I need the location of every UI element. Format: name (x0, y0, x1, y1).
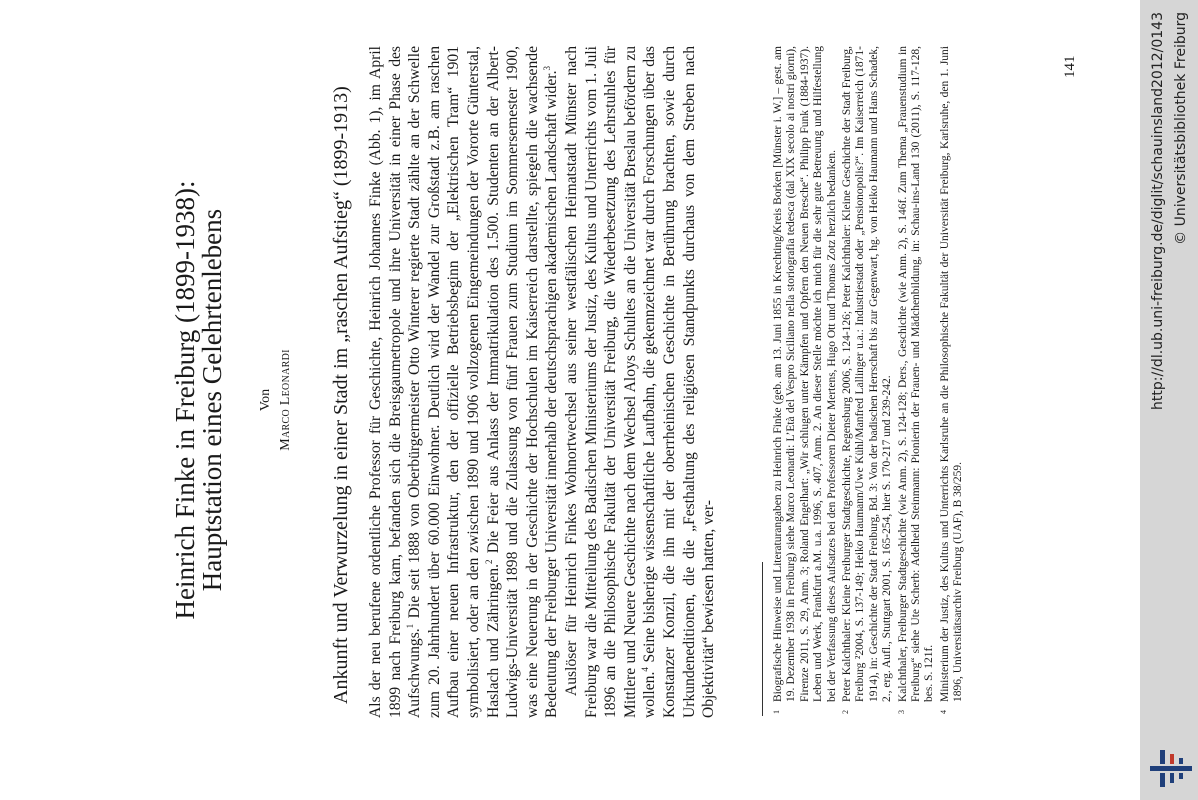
article-title (172, 0, 226, 800)
footnote-text: Peter Kalchthaler: Kleine Freiburger Stadtgeschichte, Regensburg 2006, S. 124-126; Peter Kalchthaler: Kleine Geschichte der Stadt Freiburg, Freiburg ²2004, S. 137-149; Heiko Haumann/Uwe Kühl/Manfred Lallinger u.a.: Industriestadt oder „Pensionopolis?“. Im Kaiserreich (1871-1914), in: Geschichte der Stadt Freiburg, Bd. 3: Von der badischen Herrschaft bis zur Gegenwart, hg. von Heiko Haumann und Hans Schadek, 2., erg. Aufl., Stuttgart 2001, S. 165-254, hier S. 170-217 und 239-242. (841, 46, 894, 702)
footnote-ref-4: 4 (640, 667, 651, 672)
ub-freiburg-logo (1148, 744, 1194, 792)
footnote-rule (762, 562, 763, 716)
footnote-number: 1 (772, 710, 781, 714)
footnotes (772, 46, 968, 716)
author-von: Von (258, 388, 273, 412)
footnote-ref-1: 1 (405, 623, 415, 629)
paragraph-1 (366, 46, 562, 718)
footnote-ref-3: 3 (542, 66, 553, 71)
footnote (772, 46, 839, 716)
strip-text (1140, 0, 1198, 800)
copyright-notice: © Universitätsbibliothek Freiburg (1173, 12, 1189, 245)
paragraph-2-part-b: Seine bisherige wissenschaftliche Laufbahn, die gekennzeichnet war durch Forschungen über das Konstanzer Konzil, die ihn mit der oberrheinischen Geschichte in Berührung brachten, sowie durch Urkundeneditionen, die die „Festhaltung des religiösen Standpunkts durchaus von dem Streben nach Objektivität“ bewiesen hatten, ver- (641, 46, 718, 718)
paragraph-1-part-c: Die Feier aus Anlass der Immatrikulation des 1.500. Studenten an der Albert-Ludwigs-Universität 1898 und die Zulassung von fünf Frauen zum Studium im Sommersemester 1900, was eine Neuerung in der Geschichte der Hochschulen im Kaiserreich darstellte, spiegeln die wachsende Bedeutung der Freiburger Universität innerhalb der deutschsprachigen akademischen Landschaft wider. (484, 46, 561, 718)
footnote-text: Ministerium der Justiz, des Kultus und Unterrichts Karlsruhe an die Philosophische Fakultät der Universität Freiburg, Karlsruhe, den 1. Juni 1896, Universitätsarchiv Freiburg (UAF), B 38/259. (938, 46, 965, 702)
footnote (939, 46, 966, 716)
source-url-link[interactable]: http://dl.ub.uni-freiburg.de/diglit/schauinsland2012/0143 (1150, 12, 1166, 410)
footnote-text: Kalchthaler, Freiburger Stadtgeschichte (wie Anm. 2), S. 124-128; Ders., Geschichte (wie Anm. 2), S. 146f. Zum Thema „Frauenstudium in Freiburg“ siehe Ute Scherb: Adelheid Steinmann: Pionierin der Frauen- und Mädchenbildung, in: Schau-ins-Land 130 (2011), S. 117-128, bes. S. 121f. (896, 46, 936, 702)
footnote (841, 46, 895, 716)
title-line-1: Heinrich Finke in Freiburg (1899-1938): (170, 180, 200, 620)
page-number: 141 (1062, 55, 1078, 78)
paragraph-2-part-a: Auslöser für Heinrich Finkes Wohnortwechsel aus seiner westfälischen Heimatstadt Münster nach Freiburg war die Mitteilung des Badischen Ministeriums der Justiz, des Kultus und Unterrichts vom 1. Juli 1896 an die Philosophische Fakultät der Universität Freiburg, die Wiederbesetzung des Lehrstuhles für Mittlere und Neuere Geschichte nach dem Wechsel Aloys Schultes an die Universität Breslau befördern zu wollen. (562, 46, 659, 718)
title-line-2: Hauptstation eines Gelehrtenlebens (197, 208, 227, 592)
author-name: Marco Leonardi (278, 349, 293, 451)
footnote-number: 4 (938, 710, 948, 714)
library-info-strip (1140, 0, 1198, 800)
body-text (366, 46, 719, 718)
paragraph-1-part-a: Als der neu berufene ordentliche Professor für Geschichte, Heinrich Johannes Finke (Abb. 1), im April 1899 nach Freiburg kam, befanden sich die Breisgaumetropole und ihre Universität in einer Phase des Aufschwungs. (367, 46, 424, 718)
footnote-number: 3 (896, 710, 906, 714)
paragraph-1-part-b: Die seit 1888 von Oberbürgermeister Otto Winterer regierte Stadt zählte an der Schwelle zum 20. Jahrhundert über 60.000 Einwohner. Deutlich wird der Wandel zur Großstadt z.B. am raschen Aufbau einer neuen Infrastruktur, den der offizielle Betriebsbeginn der „Elektrischen Tram“ 1901 symbolisiert, oder an den zwischen 1890 und 1906 vollzogenen Eingemeindungen der Vororte Günterstal, Haslach und Zähringen. (406, 46, 502, 718)
paragraph-2 (562, 46, 719, 718)
footnote-text: Biografische Hinweise und Literaturangaben zu Heinrich Finke (geb. am 13. Juni 1855 in Krechting/Kreis Borken [Münster i. W.] – gest. am 19. Dezember 1938 in Freiburg) siehe Marco Leonardi: L’Età del Vespro Siciliano nella storiografia tedesca (dal XIX secolo ai nostri giorni), Firenze 2011, S. 29, Anm. 3; Roland Engelhart: „Wir schlugen unter Kämpfen und Opfern den Neuen Bresche“. Philipp Funk (1884-1937). Leben und Werk, Frankfurt a.M. u.a. 1996, S. 407, Anm. 2. An dieser Stelle möchte ich mich für die sehr gute Betreuung und Hilfestellung bei der Verfassung dieses Aufsatzes bei den Professoren Dieter Mertens, Hugo Ott und Thomas Zotz herzlich bedanken. (772, 46, 838, 702)
footnote-ref-2: 2 (483, 559, 494, 564)
footnote-number: 2 (841, 710, 851, 714)
footnote (897, 46, 937, 716)
section-heading: Ankunft und Verwurzelung in einer Stadt im „raschen Aufstieg“ (1899-1913) (330, 86, 352, 704)
